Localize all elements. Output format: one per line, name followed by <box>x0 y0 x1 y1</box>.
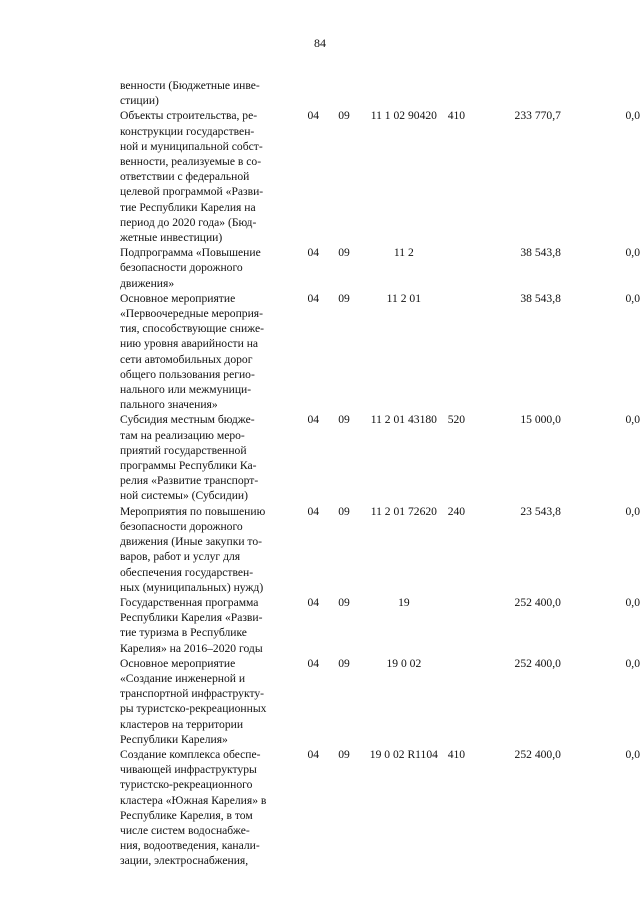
item-name-line: Подпрограмма «Повышение <box>120 246 261 260</box>
item-name-line: безопасности дорожного <box>120 261 243 275</box>
item-name-line: обеспечения государствен- <box>120 565 254 579</box>
item-name-line: Государственная программа <box>120 595 259 609</box>
section-code: 04 <box>307 747 320 761</box>
item-name-line: сети автомобильных дорог <box>120 352 253 366</box>
item-name-line: Республики Карелия «Разви- <box>120 611 263 625</box>
item-name <box>120 595 299 656</box>
section-code: 04 <box>307 656 320 670</box>
subsection-code <box>338 78 360 108</box>
item-name-line: тия, способствующие сниже- <box>120 322 265 336</box>
item-name-line: ответствии с федеральной <box>120 170 250 184</box>
amount-year-2: 0,0 <box>625 246 640 260</box>
item-name-line: Создание комплекса обеспе- <box>120 747 261 761</box>
table-row <box>120 504 640 595</box>
item-name-line: Карелия» на 2016–2020 годы <box>120 641 263 655</box>
table-row <box>120 412 640 503</box>
table-row <box>120 291 640 413</box>
amount-year-2: 0,0 <box>625 109 640 123</box>
item-name-line: ния, водоотведения, канали- <box>120 839 260 853</box>
target-article-code <box>360 78 448 108</box>
item-name-line: ры туристско-рекреационных <box>120 702 267 716</box>
table-row <box>120 245 640 291</box>
item-name-line: ных (муниципальных) нужд) <box>120 580 264 594</box>
item-name-line: Субсидия местным бюдже- <box>120 413 255 427</box>
item-name-line: нального или межмуници- <box>120 383 252 397</box>
item-name <box>120 412 299 503</box>
amount-year-1: 15 000,0 <box>520 413 561 427</box>
amount-year-1: 252 400,0 <box>514 595 561 609</box>
item-name-line: там на реализацию меро- <box>120 428 245 442</box>
item-name-line: программы Республики Ка- <box>120 459 257 473</box>
item-name-line: движения (Иные закупки то- <box>120 535 262 549</box>
item-name-line: Основное мероприятие <box>120 291 236 305</box>
expense-type-code: 520 <box>447 413 466 427</box>
subsection-code: 09 <box>338 747 350 761</box>
subsection-code: 09 <box>338 413 350 427</box>
section-code: 04 <box>307 413 320 427</box>
expense-type-code <box>448 595 480 656</box>
item-name-line: зации, электроснабжения, <box>120 854 249 868</box>
amount-year-1: 233 770,7 <box>514 109 561 123</box>
amount-year-2: 0,0 <box>625 747 640 761</box>
expense-type-code: 410 <box>447 747 466 761</box>
expense-type-code: 240 <box>447 504 466 518</box>
amount-year-2: 0,0 <box>625 291 640 305</box>
amount-year-1 <box>479 78 560 108</box>
subsection-code: 09 <box>338 656 350 670</box>
subsection-code: 09 <box>338 246 350 260</box>
table-row <box>120 656 640 747</box>
item-name-line: числе систем водоснабже- <box>120 823 250 837</box>
section-code <box>299 78 338 108</box>
table-row <box>120 78 640 108</box>
amount-year-2 <box>561 78 640 108</box>
item-name-line: ной и муниципальной собст- <box>120 139 263 153</box>
target-article-code: 19 0 02 <box>386 656 422 670</box>
expense-type-code <box>448 245 480 291</box>
item-name <box>120 291 299 413</box>
amount-year-1: 23 543,8 <box>520 504 561 518</box>
section-code: 04 <box>307 291 320 305</box>
item-name <box>120 747 299 869</box>
amount-year-2: 0,0 <box>625 504 640 518</box>
item-name-line: движения» <box>120 276 175 290</box>
item-name-line: пального значения» <box>120 398 218 412</box>
item-name <box>120 245 299 291</box>
target-article-code: 11 2 01 72620 <box>370 504 437 518</box>
item-name-line: жетные инвестиции) <box>120 231 223 245</box>
item-name-line: конструкции государствен- <box>120 124 255 138</box>
item-name-line: целевой программой «Разви- <box>120 185 264 199</box>
item-name-line: Основное мероприятие <box>120 656 236 670</box>
item-name-line: нию уровня аварийности на <box>120 337 259 351</box>
item-name <box>120 656 299 747</box>
item-name-line: Мероприятия по повышению <box>120 504 266 518</box>
budget-table <box>120 78 640 869</box>
item-name-line: «Первоочередные мероприя- <box>120 307 263 321</box>
amount-year-2: 0,0 <box>625 595 640 609</box>
amount-year-1: 252 400,0 <box>514 747 561 761</box>
target-article-code: 11 1 02 90420 <box>370 109 437 123</box>
section-code: 04 <box>307 504 320 518</box>
subsection-code: 09 <box>338 595 350 609</box>
item-name-line: кластера «Южная Карелия» в <box>120 793 267 807</box>
section-code: 04 <box>307 246 320 260</box>
section-code: 04 <box>307 595 320 609</box>
subsection-code: 09 <box>338 291 350 305</box>
item-name <box>120 78 299 108</box>
item-name-line: период до 2020 года» (Бюд- <box>120 215 257 229</box>
item-name-line: варов, работ и услуг для <box>120 550 241 564</box>
expense-type-code: 410 <box>447 109 466 123</box>
amount-year-1: 38 543,8 <box>520 291 561 305</box>
table-body <box>120 78 640 869</box>
target-article-code: 19 <box>398 595 410 609</box>
item-name-line: релия «Развитие транспорт- <box>120 474 259 488</box>
expense-type-code <box>448 78 480 108</box>
item-name-line: Республики Карелия» <box>120 732 228 746</box>
section-code: 04 <box>307 109 320 123</box>
item-name-line: транспортной инфраструкту- <box>120 687 265 701</box>
item-name-line: «Создание инженерной и <box>120 671 246 685</box>
amount-year-2: 0,0 <box>625 656 640 670</box>
item-name-line: венности, реализуемые в со- <box>120 155 262 169</box>
table-row <box>120 595 640 656</box>
expense-type-code <box>448 656 480 747</box>
page-number: 84 <box>314 36 326 50</box>
expense-type-code <box>448 291 480 413</box>
amount-year-2: 0,0 <box>625 413 640 427</box>
target-article-code: 19 0 02 R1104 <box>369 747 438 761</box>
item-name-line: туристско-рекреационного <box>120 778 253 792</box>
item-name-line: безопасности дорожного <box>120 519 243 533</box>
target-article-code: 11 2 <box>393 246 414 260</box>
target-article-code: 11 2 01 43180 <box>370 413 437 427</box>
item-name-line: венности (Бюджетные инве- <box>120 79 260 92</box>
amount-year-1: 252 400,0 <box>514 656 561 670</box>
item-name <box>120 504 299 595</box>
table-row <box>120 747 640 869</box>
subsection-code: 09 <box>338 504 350 518</box>
subsection-code: 09 <box>338 109 350 123</box>
item-name-line: тие туризма в Республике <box>120 626 247 640</box>
table-row <box>120 108 640 245</box>
item-name-line: тие Республики Карелия на <box>120 200 256 214</box>
item-name-line: кластеров на территории <box>120 717 244 731</box>
item-name-line: ной системы» (Субсидии) <box>120 489 249 503</box>
item-name-line: Республике Карелия, в том <box>120 808 253 822</box>
item-name <box>120 108 299 245</box>
item-name-line: чивающей инфраструктуры <box>120 763 257 777</box>
item-name-line: Объекты строительства, ре- <box>120 109 258 123</box>
item-name-line: общего пользования регио- <box>120 367 255 381</box>
target-article-code: 11 2 01 <box>386 291 422 305</box>
amount-year-1: 38 543,8 <box>520 246 561 260</box>
item-name-line: приятий государственной <box>120 443 247 457</box>
item-name-line: стиции) <box>120 94 159 108</box>
